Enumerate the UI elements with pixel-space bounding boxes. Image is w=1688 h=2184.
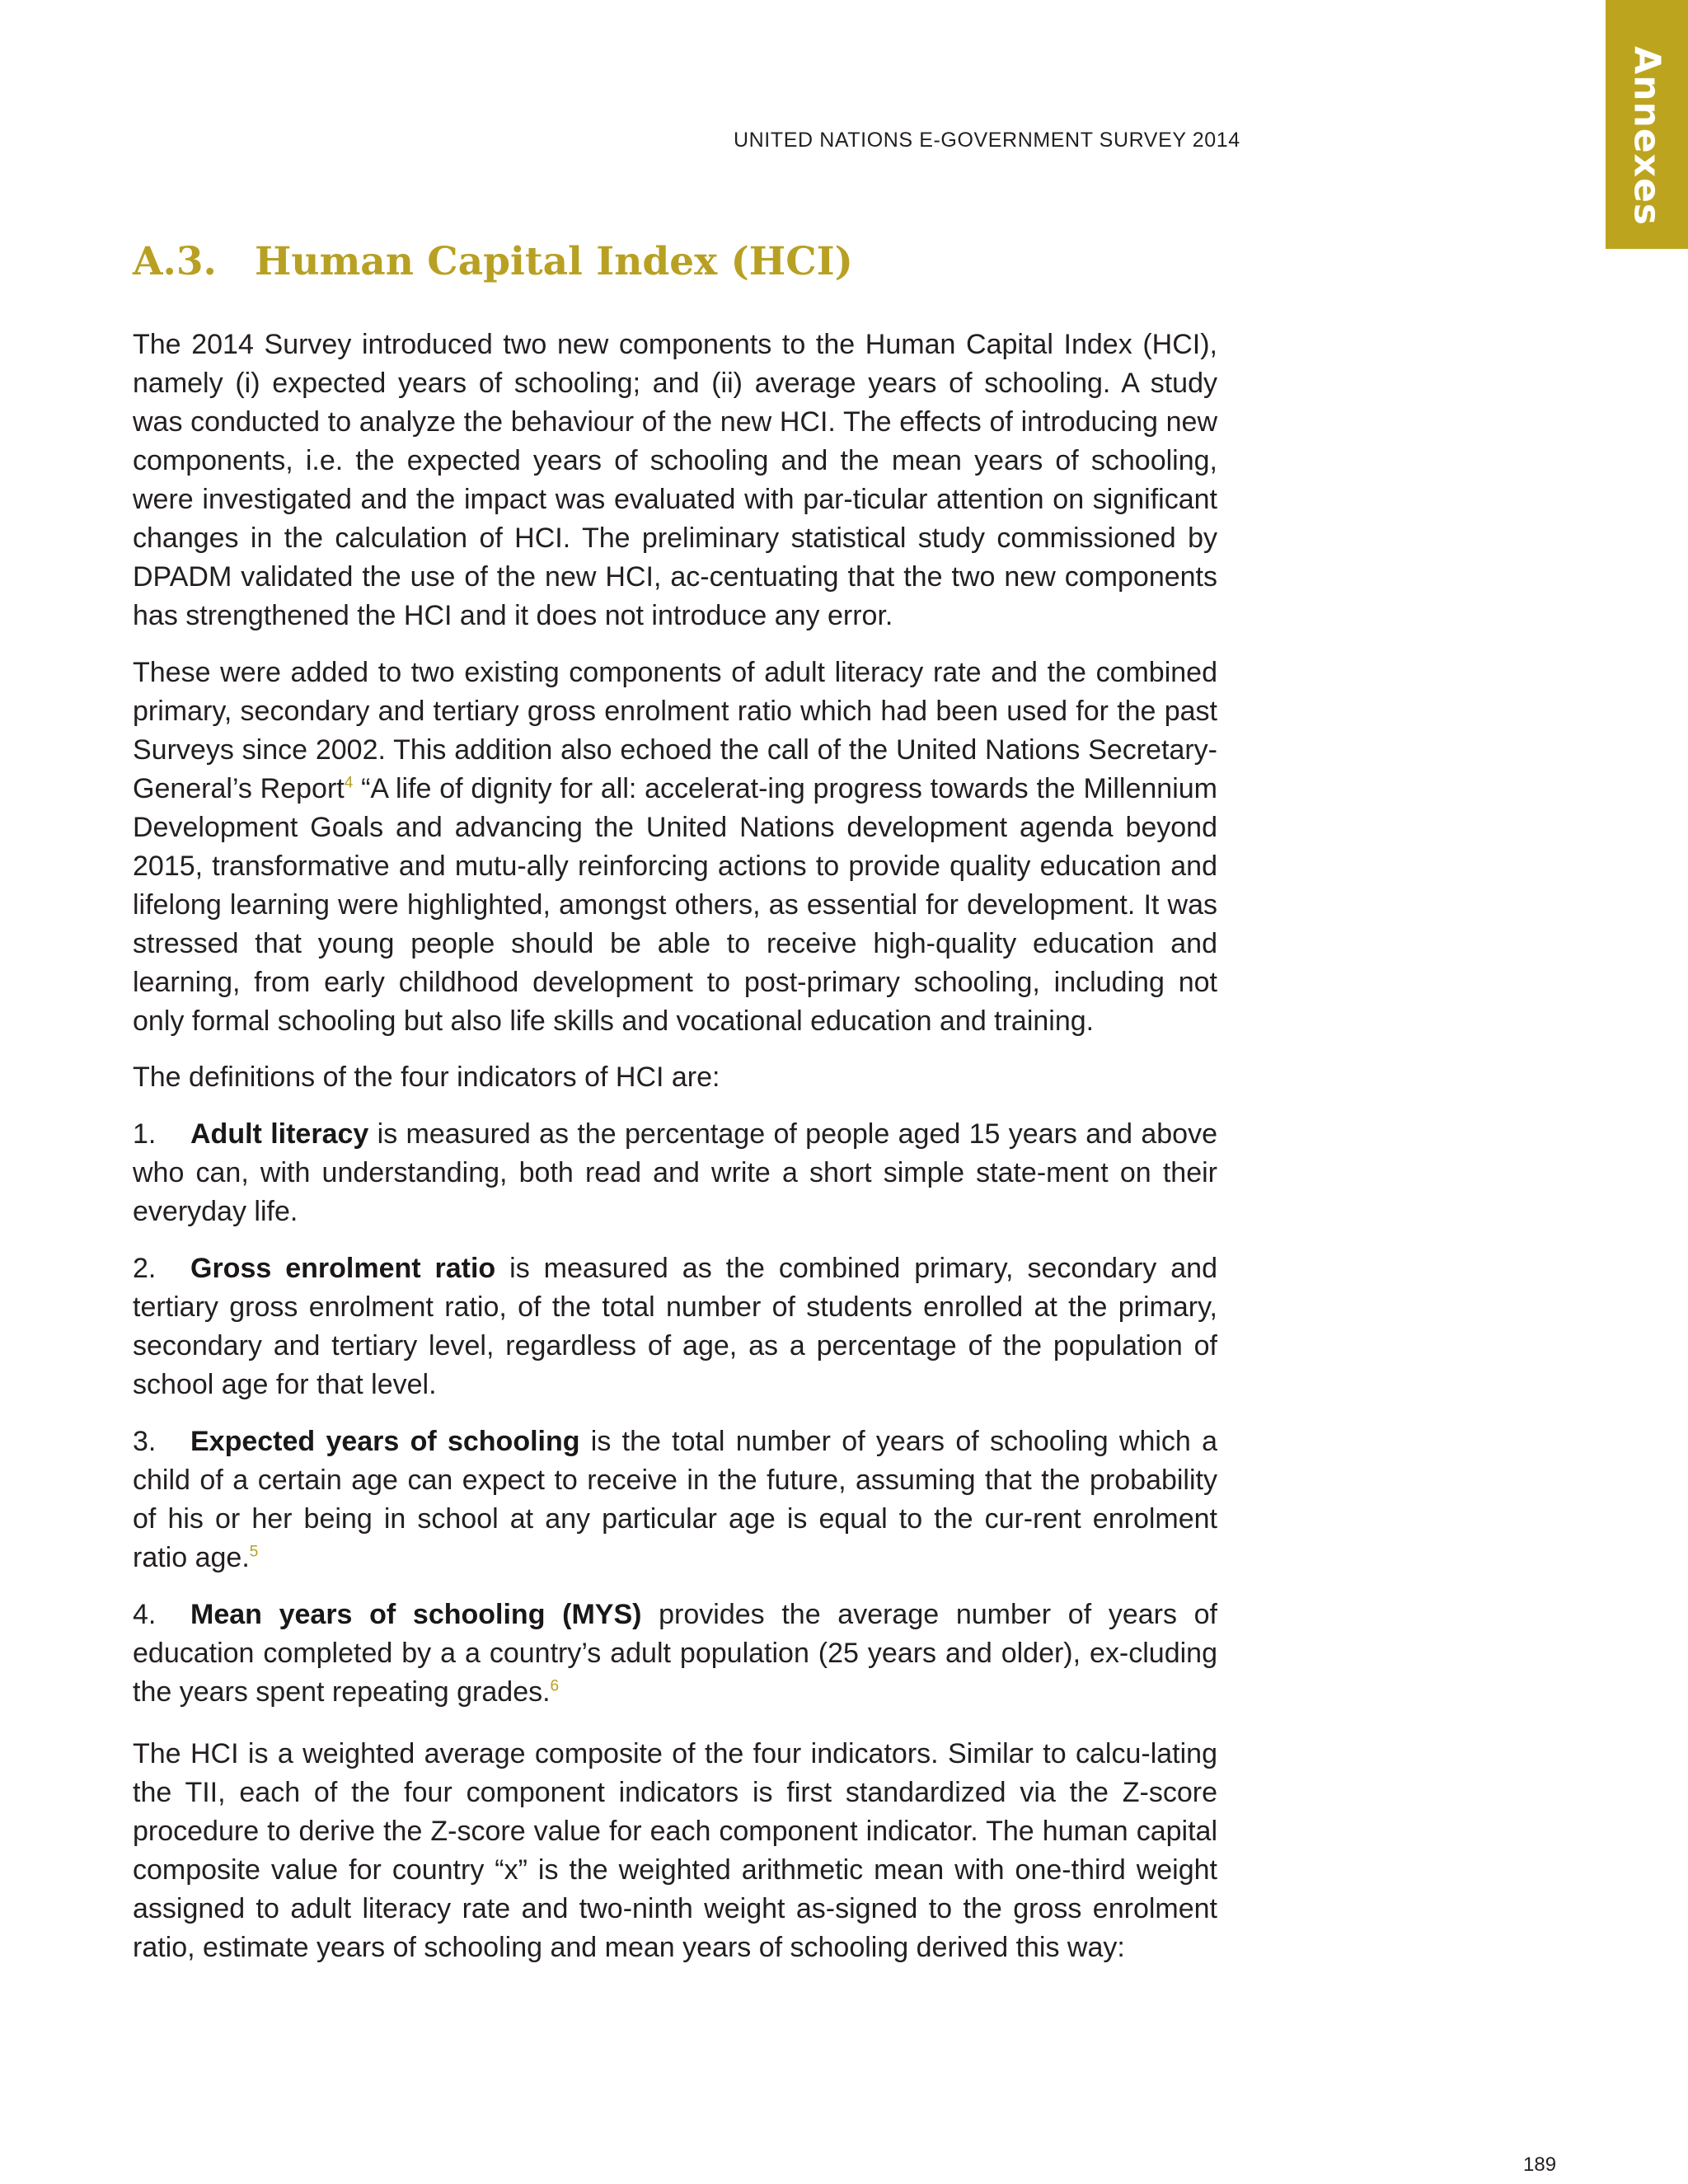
paragraph-definitions-intro: The definitions of the four indicators of HCI are: [133,1062,720,1093]
paragraph-existing-components-part1: These were added to two existing components of adult literacy rate and the combined primary, secondary and tertiary gross enrolment ratio which had been used for the past Surveys since 2002. This addition also echoed the call of the United Nations Secretary-General’s Report [133,657,1217,804]
definition-number: 1. [133,1118,157,1150]
definition-term: Gross enrolment ratio [190,1253,496,1284]
footnote-ref-5: 5 [249,1543,259,1561]
definition-term: Mean years of schooling (MYS) [190,1599,642,1630]
annexes-tab-label: Annexes [1625,46,1668,226]
definition-text: is the total number of years of schooling which a child of a certain age can expect to receive in the future, assuming that the probability of his or her being in school at any particular age is equal to the cur-rent enrolment ratio age. [133,1426,1218,1573]
section-heading [133,239,853,284]
definition-number: 2. [133,1253,157,1284]
paragraph-existing-components [133,654,1217,1041]
definition-number: 4. [133,1599,157,1630]
page-number: 189 [1523,2154,1557,2176]
running-header: UNITED NATIONS E-GOVERNMENT SURVEY 2014 [734,129,1240,152]
definition-item [133,1115,1217,1231]
section-number: A.3. [133,239,217,284]
section-title: Human Capital Index (HCI) [255,239,853,284]
paragraph-intro: The 2014 Survey introduced two new components to the Human Capital Index (HCI), namely (i) expected years of schooling; and (ii) average years of schooling. A study was conducted to analyze the behaviour of the new HCI. The effects of introducing new components, i.e. the expected years of schooling and the mean years of schooling, were investigated and the impact was evaluated with par-ticular attention on significant changes in the calculation of HCI. The preliminary statistical study commissioned by DPADM validated the use of the new HCI, ac-centuating that the two new components has strengthened the HCI and it does not introduce any error. [133,329,1217,631]
definition-term: Expected years of schooling [190,1426,580,1457]
definition-text: provides the average number of years of education completed by a a country’s adult population (25 years and older), ex-cluding the years spent repeating grades. [133,1599,1218,1708]
definition-text: is measured as the combined primary, secondary and tertiary gross enrolment ratio, of the total number of students enrolled at the primary, secondary and tertiary level, regardless of age, as a percentage of the population of school age for that level. [133,1253,1217,1400]
annexes-tab [1606,0,1688,249]
definition-item [133,1249,1217,1404]
definition-item [133,1596,1217,1712]
definition-item [133,1422,1217,1577]
definition-text: is measured as the percentage of people aged 15 years and above who can, with understanding, both read and write a short simple state-ment on their everyday life. [133,1118,1217,1227]
body-text [133,326,1217,1985]
footnote-ref-6: 6 [550,1677,560,1695]
footnote-ref-4: 4 [344,774,354,792]
definition-term: Adult literacy [190,1118,369,1150]
paragraph-hci-composite: The HCI is a weighted average composite of the four indicators. Similar to calcu-lating the TII, each of the four component indicators is first standardized via the Z-score procedure to derive the Z-score value for each component indicator. The human capital composite value for country “x” is the weighted arithmetic mean with one-third weight assigned to adult literacy rate and two-ninth weight as-signed to the gross enrolment ratio, estimate years of schooling and mean years of schooling derived this way: [133,1738,1217,1963]
definition-number: 3. [133,1426,157,1457]
paragraph-existing-components-part2: “A life of dignity for all: accelerat-ing progress towards the Millennium Development Goals and advancing the United Nations development agenda beyond 2015, transformative and mutu-ally reinforcing actions to provide quality education and lifelong learning were highlighted, amongst others, as essential for development. It was stressed that young people should be able to receive high-quality education and learning, from early childhood development to post-primary schooling, including not only formal schooling but also life skills and vocational education and training. [133,773,1217,1037]
